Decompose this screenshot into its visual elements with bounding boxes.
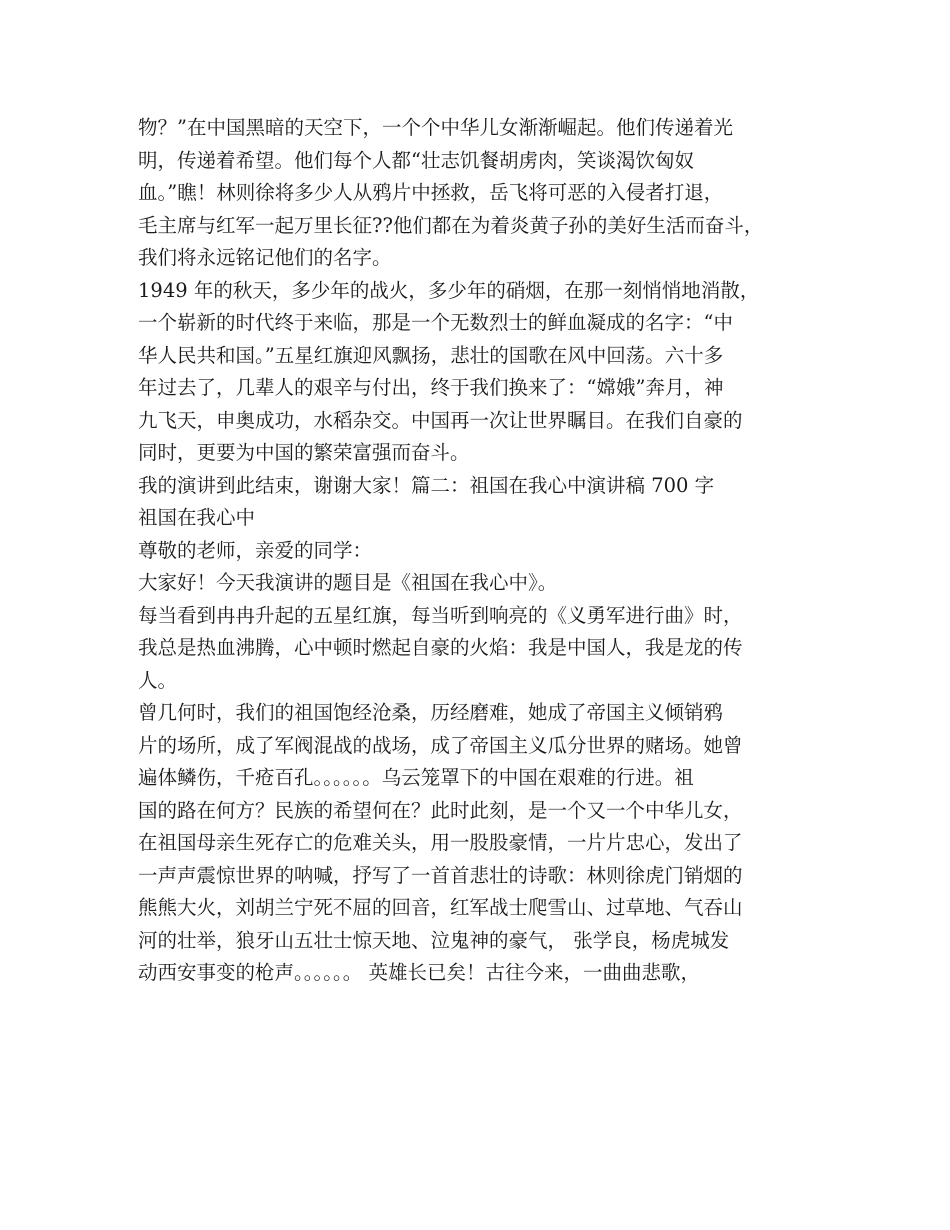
text-line: 我的演讲到此结束，谢谢大家！篇二：祖国在我心中演讲稿 700 字	[138, 473, 715, 497]
text-line: 熊熊大火，刘胡兰宁死不屈的回音，红军战士爬雪山、过草地、气吞山	[138, 896, 743, 919]
text-line: 血。”瞧！林则徐将多少人从鸦片中拯救，岳飞将可恶的入侵者打退，	[138, 181, 724, 204]
text-line: 我总是热血沸腾，心中顿时燃起自豪的火焰：我是中国人，我是龙的传	[138, 636, 743, 659]
text-line: 同时，更要为中国的繁荣富强而奋斗。	[138, 441, 470, 464]
text-line: 一个崭新的时代终于来临，那是一个无数烈士的鲜血凝成的名字：“中	[138, 311, 733, 334]
text-line: 毛主席与红军一起万里长征??他们都在为着炎黄子孙的美好生活而奋斗，	[138, 213, 764, 237]
text-line: 1949 年的秋天，多少年的战火，多少年的硝烟，在那一刻悄悄地消散，	[138, 278, 760, 302]
text-line: 一声声震惊世界的呐喊，抒写了一首首悲壮的诗歌：林则徐虎门销烟的	[138, 863, 743, 887]
text-line: 动西安事变的枪声。。。。。。 英雄长已矣！古往今来，一曲曲悲歌，	[138, 961, 700, 984]
text-line: 片的场所，成了军阀混战的战场，成了帝国主义瓜分世界的赌场。她曾	[138, 733, 743, 757]
text-line: 在祖国母亲生死存亡的危难关头，用一股股豪情，一片片忠心，发出了	[138, 831, 743, 854]
text-line: 九飞天，申奥成功，水稻杂交。中国再一次让世界瞩目。在我们自豪的	[138, 408, 743, 432]
text-line: 大家好！今天我演讲的题目是《祖国在我心中》。	[138, 571, 558, 594]
salutation: 尊敬的老师，亲爱的同学：	[138, 538, 373, 562]
text-line: 物？”在中国黑暗的天空下，一个个中华儿女渐渐崛起。他们传递着光	[138, 116, 733, 139]
text-line: 国的路在何方？民族的希望何在？此时此刻，是一个又一个中华儿女，	[138, 798, 743, 822]
text-line: 华人民共和国。”五星红旗迎风飘扬，悲壮的国歌在风中回荡。六十多	[138, 343, 724, 367]
text-line: 年过去了，几辈人的艰辛与付出，终于我们换来了：“嫦娥”奔月，神	[138, 376, 724, 399]
text-line: 明，传递着希望。他们每个人都“壮志饥餐胡虏肉，笑谈渴饮匈奴	[138, 148, 694, 172]
text-line: 曾几何时，我们的祖国饱经沧桑，历经磨难，她成了帝国主义倾销鸦	[138, 701, 724, 724]
section-title: 祖国在我心中	[138, 506, 256, 529]
text-line: 每当看到冉冉升起的五星红旗，每当听到响亮的《义勇军进行曲》时，	[138, 603, 743, 627]
text-line: 河的壮举，狼牙山五壮士惊天地、泣鬼神的豪气， 张学良，杨虎城发	[138, 928, 730, 952]
speech-text	[138, 112, 838, 990]
text-line: 人。	[138, 668, 178, 692]
text-line: 遍体鳞伤，千疮百孔。。。。。。乌云笼罩下的中国在艰难的行进。祖	[138, 766, 694, 789]
text-line: 我们将永远铭记他们的名字。	[138, 246, 392, 269]
